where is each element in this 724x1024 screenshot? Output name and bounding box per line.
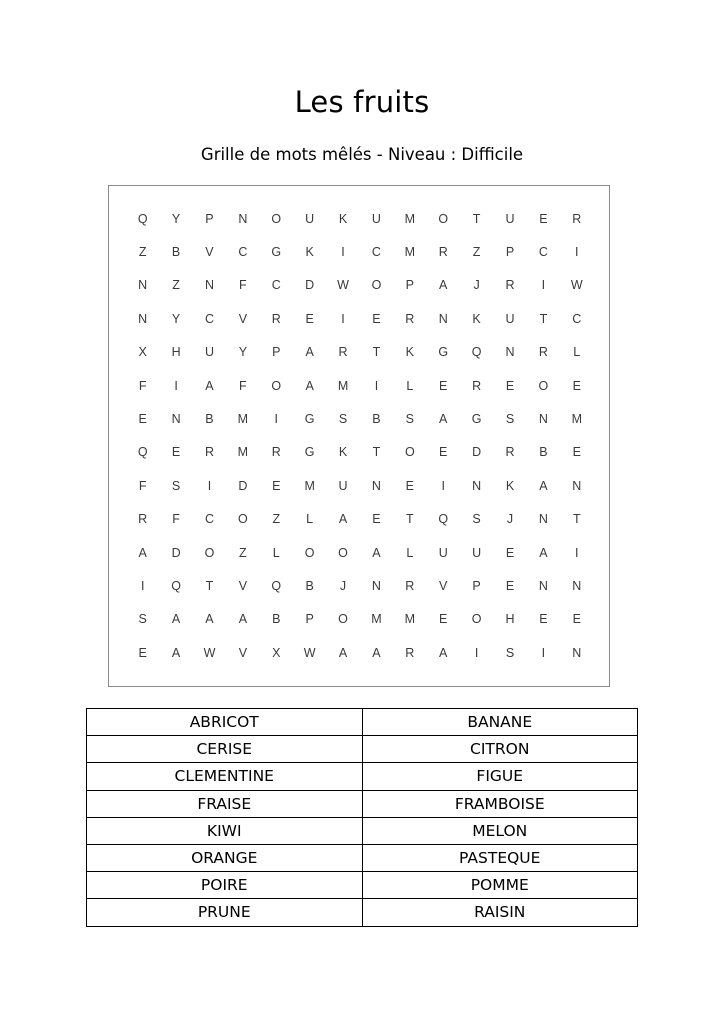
grid-letter[interactable]: N xyxy=(538,578,548,593)
grid-letter[interactable]: Q xyxy=(271,578,282,593)
grid-letter[interactable]: Z xyxy=(138,245,147,260)
word-list-item: BANANE xyxy=(362,709,638,736)
grid-letter[interactable]: W xyxy=(203,645,216,660)
grid-letter[interactable]: U xyxy=(438,545,448,560)
word-search-grid xyxy=(126,202,593,669)
grid-letter[interactable]: A xyxy=(238,612,248,627)
grid-letter[interactable]: G xyxy=(304,445,315,460)
grid-letter[interactable]: B xyxy=(305,578,314,593)
grid-letter[interactable]: T xyxy=(205,578,214,593)
grid-letter[interactable]: I xyxy=(541,278,546,293)
grid-letter[interactable]: M xyxy=(304,478,315,493)
grid-letter[interactable]: G xyxy=(438,345,449,360)
grid-letter[interactable]: P xyxy=(472,578,481,593)
grid-letter[interactable]: F xyxy=(239,278,247,293)
grid-letter[interactable]: R xyxy=(572,211,582,226)
grid-letter[interactable]: G xyxy=(304,412,315,427)
grid-letter[interactable]: U xyxy=(204,345,214,360)
grid-letter[interactable]: E xyxy=(572,445,581,460)
grid-letter[interactable]: A xyxy=(305,378,314,393)
grid-letter[interactable]: O xyxy=(538,378,549,393)
grid-letter[interactable]: R xyxy=(338,345,348,360)
grid-letter[interactable]: E xyxy=(439,612,448,627)
grid-letter[interactable]: A xyxy=(305,345,314,360)
grid-letter[interactable]: A xyxy=(372,545,381,560)
grid-letter[interactable]: F xyxy=(138,378,147,393)
grid-letter[interactable]: K xyxy=(472,311,481,326)
grid-letter[interactable]: I xyxy=(174,378,178,393)
grid-letter[interactable]: T xyxy=(406,512,414,527)
grid-letter[interactable]: B xyxy=(539,445,548,460)
grid-letter[interactable]: C xyxy=(371,245,381,260)
grid-letter[interactable]: M xyxy=(371,612,382,627)
grid-letter[interactable]: P xyxy=(405,278,414,293)
grid-letter[interactable]: T xyxy=(539,311,548,326)
grid-letter[interactable]: Y xyxy=(171,211,181,226)
grid-letter[interactable]: E xyxy=(505,545,515,560)
grid-letter[interactable]: P xyxy=(305,612,314,627)
grid-letter[interactable]: E xyxy=(439,445,448,460)
grid-letter[interactable]: E xyxy=(272,478,281,493)
grid-letter[interactable]: O xyxy=(271,378,282,393)
grid-letter[interactable]: N xyxy=(505,345,515,360)
grid-letter[interactable]: Q xyxy=(171,578,181,593)
grid-letter[interactable]: K xyxy=(338,445,348,460)
word-list-row xyxy=(87,899,638,926)
grid-letter[interactable]: R xyxy=(505,445,515,460)
grid-letter[interactable]: O xyxy=(204,545,215,560)
grid-letter[interactable]: H xyxy=(505,612,515,627)
word-list-item: POIRE xyxy=(87,872,363,899)
grid-letter[interactable]: R xyxy=(271,311,281,326)
grid-letter[interactable]: O xyxy=(338,545,348,560)
grid-letter[interactable]: O xyxy=(404,445,415,460)
grid-letter[interactable]: I xyxy=(575,545,579,560)
grid-letter[interactable]: A xyxy=(439,278,448,293)
word-list-row xyxy=(87,736,638,763)
grid-letter[interactable]: B xyxy=(171,245,181,260)
grid-letter[interactable]: U xyxy=(305,211,315,226)
grid-letter[interactable]: N xyxy=(238,211,248,226)
grid-letter[interactable]: R xyxy=(405,311,415,326)
grid-letter[interactable]: A xyxy=(338,645,348,660)
grid-letter[interactable]: O xyxy=(338,612,348,627)
grid-letter[interactable]: J xyxy=(473,278,480,293)
grid-letter[interactable]: M xyxy=(337,378,349,393)
word-list-row xyxy=(87,844,638,871)
page-subtitle: Grille de mots mêlés - Niveau : Difficile xyxy=(200,145,524,164)
grid-letter[interactable]: N xyxy=(371,478,381,493)
word-list-row xyxy=(87,709,638,736)
grid-letter[interactable]: S xyxy=(138,612,147,627)
word-list-item: RAISIN xyxy=(362,899,638,926)
grid-letter[interactable]: I xyxy=(474,645,479,660)
grid-letter[interactable]: C xyxy=(538,245,548,260)
grid-letter[interactable]: W xyxy=(303,645,316,660)
grid-letter[interactable]: G xyxy=(271,245,282,260)
grid-letter[interactable]: S xyxy=(505,645,515,660)
grid-letter[interactable]: R xyxy=(538,345,548,360)
word-list-row xyxy=(87,872,638,899)
grid-letter[interactable]: C xyxy=(204,311,214,326)
grid-letter[interactable]: V xyxy=(439,578,448,593)
grid-letter[interactable]: K xyxy=(338,211,348,226)
grid-letter[interactable]: J xyxy=(506,512,514,527)
grid-letter[interactable]: R xyxy=(472,378,482,393)
grid-letter[interactable]: C xyxy=(238,245,248,260)
word-list-row xyxy=(87,790,638,817)
grid-letter[interactable]: A xyxy=(439,412,448,427)
grid-letter[interactable]: W xyxy=(337,278,349,293)
grid-letter[interactable]: E xyxy=(439,378,448,393)
grid-letter[interactable]: D xyxy=(305,278,315,293)
grid-letter[interactable]: C xyxy=(572,311,582,326)
grid-letter[interactable]: B xyxy=(272,612,281,627)
grid-letter[interactable]: N xyxy=(572,478,582,493)
word-list-item: MELON xyxy=(362,817,638,844)
word-list-item: ORANGE xyxy=(87,844,363,871)
grid-letter[interactable]: N xyxy=(138,311,148,326)
grid-letter[interactable]: S xyxy=(472,512,481,527)
grid-letter[interactable]: V xyxy=(238,311,248,326)
grid-letter[interactable]: I xyxy=(341,245,345,260)
word-list-row xyxy=(87,817,638,844)
word-list-item: FRAISE xyxy=(87,790,363,817)
grid-letter[interactable]: N xyxy=(472,478,482,493)
grid-letter[interactable]: S xyxy=(338,412,348,427)
grid-letter[interactable]: Z xyxy=(239,545,247,560)
grid-letter[interactable]: M xyxy=(571,412,582,427)
grid-letter[interactable]: H xyxy=(171,345,181,360)
grid-letter[interactable]: L xyxy=(406,545,414,560)
grid-letter[interactable]: E xyxy=(372,311,381,326)
grid-letter[interactable]: A xyxy=(171,645,181,660)
word-list-item: KIWI xyxy=(87,817,363,844)
grid-letter[interactable]: T xyxy=(372,445,381,460)
grid-letter[interactable]: E xyxy=(572,612,581,627)
word-list-item: CITRON xyxy=(362,736,638,763)
page-title: Les fruits xyxy=(294,85,430,119)
word-list-table xyxy=(86,708,638,927)
grid-letter[interactable]: I xyxy=(374,378,379,393)
grid-letter[interactable]: O xyxy=(271,211,282,226)
grid-letter[interactable]: I xyxy=(575,245,579,260)
grid-letter[interactable]: O xyxy=(304,545,315,560)
grid-letter[interactable]: V xyxy=(238,578,248,593)
grid-letter[interactable]: E xyxy=(539,211,548,226)
grid-letter[interactable]: E xyxy=(405,478,414,493)
grid-letter[interactable]: O xyxy=(471,612,482,627)
grid-letter[interactable]: E xyxy=(138,412,147,427)
grid-letter[interactable]: E xyxy=(171,445,181,460)
grid-letter[interactable]: N xyxy=(171,412,181,427)
word-list-item: ABRICOT xyxy=(87,709,363,736)
grid-letter[interactable]: T xyxy=(372,345,381,360)
grid-letter[interactable]: R xyxy=(405,578,415,593)
grid-letter[interactable]: B xyxy=(205,412,214,427)
grid-letter[interactable]: E xyxy=(372,512,381,527)
grid-letter[interactable]: K xyxy=(405,345,414,360)
grid-letter[interactable]: Z xyxy=(472,245,481,260)
grid-letter[interactable]: S xyxy=(405,412,414,427)
grid-letter[interactable]: F xyxy=(172,512,180,527)
word-list-row xyxy=(87,763,638,790)
word-list-item: FRAMBOISE xyxy=(362,790,638,817)
grid-letter[interactable]: T xyxy=(472,211,481,226)
grid-letter[interactable]: A xyxy=(372,645,381,660)
grid-letter[interactable]: I xyxy=(140,578,145,593)
grid-letter[interactable]: Z xyxy=(272,512,281,527)
word-list-item: POMME xyxy=(362,872,638,899)
grid-letter[interactable]: L xyxy=(272,545,280,560)
grid-letter[interactable]: I xyxy=(341,311,345,326)
grid-letter[interactable]: G xyxy=(471,412,482,427)
grid-letter[interactable]: P xyxy=(505,245,515,260)
grid-letter[interactable]: K xyxy=(505,478,515,493)
grid-letter[interactable]: L xyxy=(573,345,581,360)
grid-letter[interactable]: R xyxy=(204,445,214,460)
grid-letter[interactable]: N xyxy=(371,578,381,593)
grid-letter[interactable]: O xyxy=(438,211,449,226)
grid-letter[interactable]: N xyxy=(138,278,148,293)
grid-letter[interactable]: T xyxy=(572,512,581,527)
grid-letter[interactable]: Y xyxy=(171,311,181,326)
grid-letter[interactable]: E xyxy=(572,378,581,393)
grid-letter[interactable]: U xyxy=(505,311,515,326)
grid-letter[interactable]: A xyxy=(539,478,548,493)
grid-letter[interactable]: U xyxy=(371,211,381,226)
grid-letter[interactable]: A xyxy=(439,645,448,660)
grid-letter[interactable]: N xyxy=(572,645,582,660)
grid-letter[interactable]: J xyxy=(339,578,347,593)
word-list-item: CERISE xyxy=(87,736,363,763)
grid-letter[interactable]: P xyxy=(205,211,214,226)
grid-letter[interactable]: A xyxy=(539,545,548,560)
grid-letter[interactable]: R xyxy=(405,645,415,660)
word-list-item: CLEMENTINE xyxy=(87,763,363,790)
grid-letter[interactable]: Q xyxy=(438,512,449,527)
grid-letter[interactable]: A xyxy=(338,512,348,527)
grid-letter[interactable]: V xyxy=(238,645,248,660)
grid-letter[interactable]: F xyxy=(138,478,147,493)
grid-letter[interactable]: V xyxy=(205,245,214,260)
grid-letter[interactable]: W xyxy=(570,278,583,293)
grid-letter[interactable]: R xyxy=(271,445,281,460)
grid-letter[interactable]: M xyxy=(237,412,249,427)
word-list-item: PRUNE xyxy=(87,899,363,926)
grid-letter[interactable]: E xyxy=(305,311,314,326)
grid-letter[interactable]: E xyxy=(505,378,515,393)
grid-letter[interactable]: E xyxy=(138,645,147,660)
grid-letter[interactable]: U xyxy=(338,478,348,493)
grid-letter[interactable]: Y xyxy=(238,345,248,360)
grid-letter[interactable]: Q xyxy=(137,445,148,460)
grid-letter[interactable]: F xyxy=(239,378,247,393)
grid-letter[interactable]: R xyxy=(505,278,515,293)
grid-letter[interactable]: D xyxy=(238,478,248,493)
grid-letter[interactable]: L xyxy=(306,512,314,527)
grid-letter[interactable]: B xyxy=(372,412,381,427)
grid-letter[interactable]: I xyxy=(541,645,546,660)
grid-letter[interactable]: C xyxy=(204,512,214,527)
grid-letter[interactable]: A xyxy=(205,612,214,627)
grid-letter[interactable]: N xyxy=(538,412,548,427)
grid-letter[interactable]: M xyxy=(404,245,416,260)
grid-letter[interactable]: P xyxy=(272,345,281,360)
grid-letter[interactable]: A xyxy=(171,612,181,627)
grid-letter[interactable]: A xyxy=(205,378,214,393)
grid-letter[interactable]: I xyxy=(441,478,445,493)
grid-letter[interactable]: U xyxy=(505,211,515,226)
grid-letter[interactable]: U xyxy=(472,545,482,560)
grid-letter[interactable]: N xyxy=(438,311,448,326)
grid-letter[interactable]: N xyxy=(204,278,214,293)
grid-letter[interactable]: O xyxy=(238,512,248,527)
grid-letter[interactable]: C xyxy=(271,278,281,293)
grid-letter[interactable]: Q xyxy=(137,211,148,226)
grid-letter[interactable]: S xyxy=(505,412,515,427)
grid-letter[interactable]: K xyxy=(305,245,314,260)
grid-letter[interactable]: O xyxy=(371,278,382,293)
grid-letter[interactable]: M xyxy=(237,445,249,460)
word-list-item: FIGUE xyxy=(362,763,638,790)
grid-letter[interactable]: E xyxy=(539,612,548,627)
grid-letter[interactable]: R xyxy=(438,245,448,260)
grid-letter[interactable]: D xyxy=(472,445,482,460)
grid-letter[interactable]: L xyxy=(406,378,414,393)
grid-letter[interactable]: Q xyxy=(471,345,482,360)
grid-letter[interactable]: D xyxy=(171,545,181,560)
grid-letter[interactable]: Z xyxy=(172,278,180,293)
word-list-item: PASTEQUE xyxy=(362,844,638,871)
grid-letter[interactable]: I xyxy=(274,412,278,427)
grid-letter[interactable]: R xyxy=(138,512,148,527)
grid-letter[interactable]: A xyxy=(138,545,147,560)
grid-letter[interactable]: M xyxy=(404,211,416,226)
grid-letter[interactable]: M xyxy=(404,612,416,627)
grid-letter[interactable]: S xyxy=(171,478,181,493)
grid-letter[interactable]: X xyxy=(272,645,281,660)
grid-letter[interactable]: X xyxy=(138,345,147,360)
grid-letter[interactable]: E xyxy=(505,578,515,593)
grid-letter[interactable]: N xyxy=(538,512,548,527)
grid-letter[interactable]: I xyxy=(207,478,212,493)
grid-letter[interactable]: N xyxy=(572,578,582,593)
